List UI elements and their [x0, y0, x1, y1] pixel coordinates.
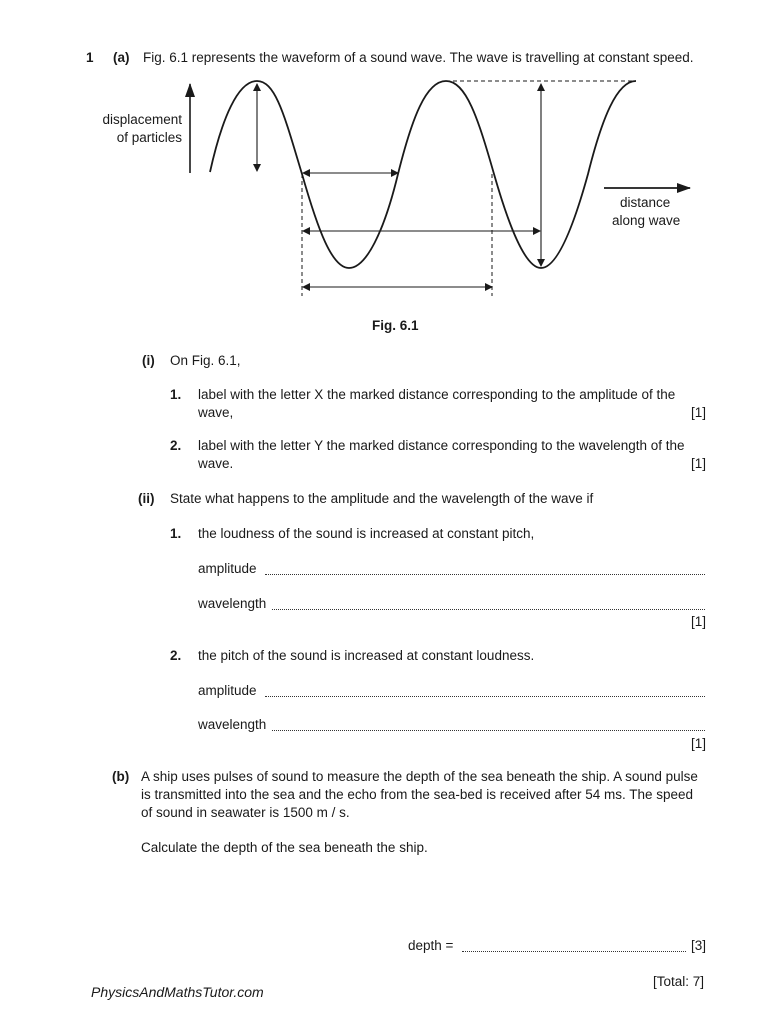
part-i-item2-line1: label with the letter Y the marked distance corresponding to the wavelength of the — [198, 438, 685, 453]
part-b-mark: [3] — [690, 938, 706, 953]
part-b-label: (b) — [112, 769, 130, 784]
part-i-item2-line2: wave. — [198, 456, 234, 471]
part-ii-item2-amplitude-label: amplitude — [198, 683, 257, 698]
part-ii-item1-text: the loudness of the sound is increased at constant pitch, — [198, 526, 535, 541]
part-b-instruction: Calculate the depth of the sea beneath the ship. — [141, 840, 428, 855]
part-ii-text: State what happens to the amplitude and the wavelength of the wave if — [170, 491, 594, 506]
y-axis-label-line2: of particles — [116, 130, 182, 145]
waveform-figure — [0, 0, 768, 310]
part-ii-item2-num: 2. — [170, 648, 182, 663]
depth-answer-field[interactable] — [462, 951, 686, 952]
part-i-item2-mark: [1] — [690, 456, 706, 471]
depth-answer-label: depth = — [408, 938, 454, 953]
part-a-label: (a) — [113, 50, 130, 65]
part-b-line2: is transmitted into the sea and the echo from the sea-bed is received after 54 ms. The speed — [141, 787, 694, 802]
part-i-item1-mark: [1] — [690, 405, 706, 420]
part-b-line3: of sound in seawater is 1500 m / s. — [141, 805, 350, 820]
footer-site: PhysicsAndMathsTutor.com — [91, 984, 264, 1000]
part-ii-item1-mark: [1] — [690, 614, 706, 629]
part-b-line1: A ship uses pulses of sound to measure the depth of the sea beneath the ship. A sound pulse — [141, 769, 698, 784]
part-ii-item1-amplitude-answer[interactable] — [265, 574, 705, 575]
x-axis-label-line1: distance — [620, 195, 671, 210]
question-total: [Total: 7] — [652, 974, 704, 989]
part-ii-item2-wavelength-answer[interactable] — [272, 730, 705, 731]
question-intro: Fig. 6.1 represents the waveform of a sound wave. The wave is travelling at constant speed. — [143, 50, 694, 65]
part-i-item2-num: 2. — [170, 438, 182, 453]
part-ii-item1-amplitude-label: amplitude — [198, 561, 257, 576]
part-i-item1-num: 1. — [170, 387, 182, 402]
question-number: 1 — [86, 50, 94, 65]
part-ii-item2-text: the pitch of the sound is increased at constant loudness. — [198, 648, 535, 663]
part-ii-label: (ii) — [138, 491, 155, 506]
part-ii-item1-num: 1. — [170, 526, 182, 541]
x-axis-label-line2: along wave — [612, 213, 681, 228]
part-ii-item1-wavelength-answer[interactable] — [272, 609, 705, 610]
part-i-label: (i) — [142, 353, 155, 368]
y-axis-label-line1: displacement — [102, 112, 182, 127]
part-i-item1-line1: label with the letter X the marked distance corresponding to the amplitude of the — [198, 387, 676, 402]
part-ii-item2-amplitude-answer[interactable] — [265, 696, 705, 697]
part-i-item1-line2: wave, — [198, 405, 234, 420]
part-i-text: On Fig. 6.1, — [170, 353, 241, 368]
part-ii-item2-mark: [1] — [690, 736, 706, 751]
part-ii-item1-wavelength-label: wavelength — [198, 596, 267, 611]
wave-curve — [210, 81, 636, 268]
part-ii-item2-wavelength-label: wavelength — [198, 717, 267, 732]
figure-caption: Fig. 6.1 — [372, 318, 419, 333]
